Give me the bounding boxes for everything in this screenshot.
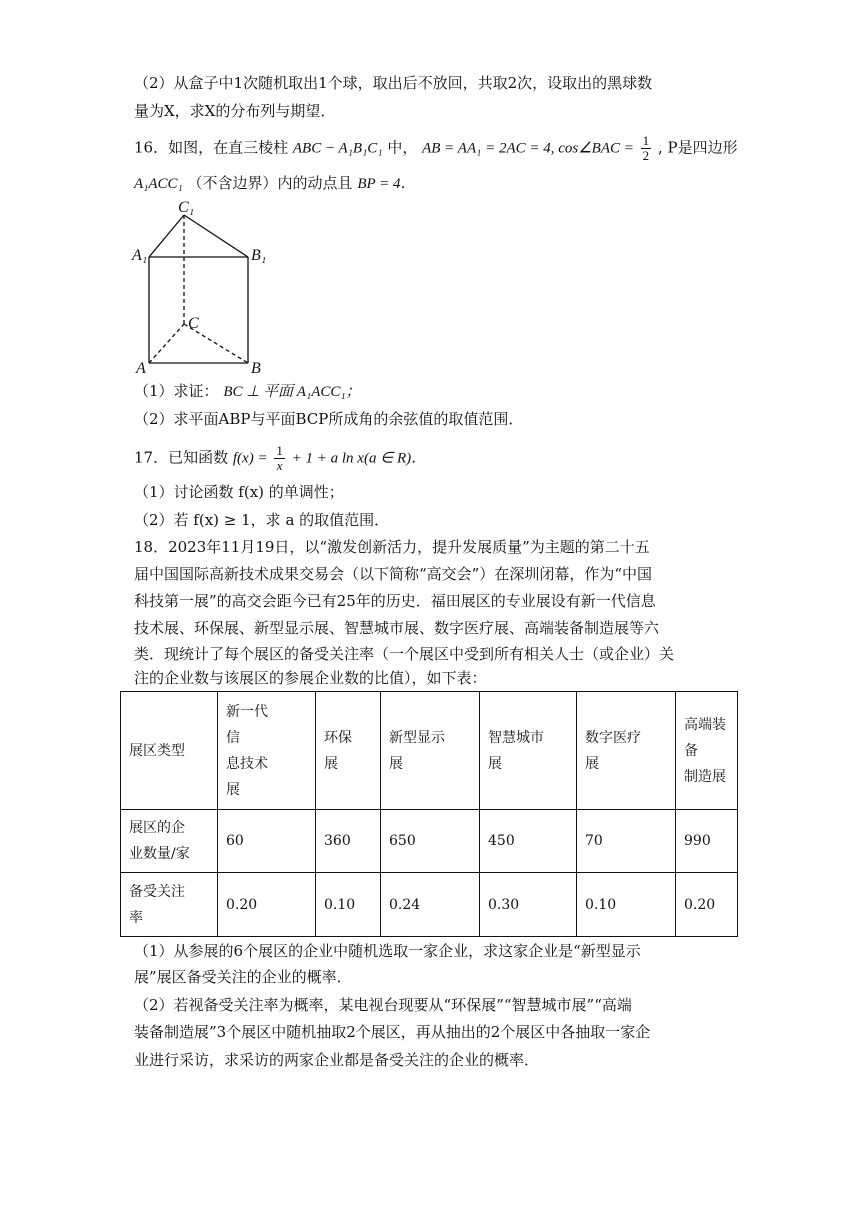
- table-cell: 0.24: [381, 873, 480, 937]
- q16-mid: 中，: [387, 138, 418, 157]
- q18-part2-line3: 业进行采访，求采访的两家企业都是备受关注的企业的概率．: [134, 1051, 540, 1069]
- q18-part1-line2: 展”展区备受关注的企业的概率．: [134, 968, 352, 986]
- expo-table: [120, 691, 738, 937]
- prism-figure: [120, 196, 280, 378]
- q17-part1: （1）讨论函数 f(x) 的单调性；: [134, 483, 344, 501]
- q16-fraction: $\frac{1}{2}$: [642, 133, 650, 163]
- q15-part2-line2: 量为X，求X的分布列与期望．: [134, 102, 336, 120]
- table-cell: 990: [676, 810, 738, 873]
- q18-part1-line1: （1）从参展的6个展区的企业中随机选取一家企业，求这家企业是“新型显示: [134, 942, 641, 960]
- q16-post: , P是四边形: [657, 138, 738, 157]
- table-cell: 60: [218, 810, 316, 873]
- table-cell: 0.20: [676, 873, 738, 937]
- q18-line-5: 类．现统计了每个展区的备受关注率（一个展区中受到所有相关人士（或企业）关: [134, 645, 675, 663]
- q17-fx: f(x) =: [232, 450, 268, 467]
- q16-prism: ABC − A₁B₁C₁: [292, 140, 383, 157]
- q16-equation: AB = AA₁ = 2AC = 4, cos∠BAC =: [422, 140, 634, 157]
- table-cell: 0.10: [316, 873, 381, 937]
- table-cell: 360: [316, 810, 381, 873]
- q16-part1-label: （1）求证：: [134, 382, 219, 400]
- q17-intro: 17．已知函数: [134, 448, 229, 467]
- table-cell: 70: [577, 810, 676, 873]
- q17-rest: + 1 + a ln x(a ∈ R)．: [291, 450, 427, 467]
- q18-line-2: 届中国国际高新技术成果交易会（以下简称“高交会”）在深圳闭幕，作为“中国: [134, 565, 653, 583]
- q18-line-6: 注的企业数与该展区的参展企业数的比值），如下表：: [134, 669, 487, 687]
- table-cell: 0.30: [480, 873, 577, 937]
- q16-line2-post: （不含边界）内的动点且: [187, 174, 353, 192]
- q15-part2-line1: （2）从盒子中1次随机取出1个球，取出后不放回，共取2次，设取出的黑球数: [134, 74, 653, 92]
- q17-part2: （2）若 f(x) ≥ 1，求 a 的取值范围．: [134, 511, 390, 529]
- table-cell: 0.10: [577, 873, 676, 937]
- q16-part1-math: BC ⊥ 平面 A₁ACC₁；: [223, 384, 361, 400]
- q16-line2: [134, 172, 416, 195]
- q18-line-3: 科技第一展”的高交会距今已有25年的历史．福田展区的专业展设有新一代信息: [134, 592, 656, 610]
- q16-quad: A₁ACC₁: [134, 176, 183, 192]
- label-b: B: [251, 360, 261, 377]
- table-header-cell: 高端装 备 制造展: [676, 692, 738, 810]
- table-cell: 0.20: [218, 873, 316, 937]
- q16-part2: （2）求平面ABP与平面BCP所成角的余弦值的取值范围．: [134, 410, 524, 428]
- q18-line-4: 技术展、环保展、新型显示展、智慧城市展、数字医疗展、高端装备制造展等六: [134, 619, 660, 637]
- q18-part2-line1: （2）若视备受关注率为概率，某电视台现要从“环保展”“智慧城市展”“高端: [134, 996, 632, 1014]
- q17-fraction: $\frac{1}{x}$: [276, 443, 283, 473]
- q18-line-1: 18．2023年11月19日，以“激发创新活力，提升发展质量”为主题的第二十五: [134, 538, 650, 556]
- table-cell: 展区的企 业数量/家: [121, 810, 218, 873]
- table-row: [121, 810, 738, 873]
- table-header-cell: 新一代 信 息技术 展: [218, 692, 316, 810]
- q18-part2-line2: 装备制造展”3个展区中随机抽取2个展区，再从抽出的2个展区中各抽取一家企: [134, 1023, 651, 1041]
- table-header-cell: 数字医疗 展: [577, 692, 676, 810]
- table-header-row: [121, 692, 738, 810]
- q16-part1: [134, 380, 361, 403]
- table-header-cell: 环保 展: [316, 692, 381, 810]
- table-cell: 450: [480, 810, 577, 873]
- label-a1: A₁: [132, 247, 148, 264]
- q16-intro: 16．如图，在直三棱柱: [134, 138, 289, 157]
- label-a: A: [136, 360, 146, 377]
- table-header-cell: 展区类型: [121, 692, 218, 810]
- table-header-cell: 智慧城市 展: [480, 692, 577, 810]
- label-c1: C₁: [178, 199, 195, 216]
- table-cell: 650: [381, 810, 480, 873]
- table-cell: 备受关注 率: [121, 873, 218, 937]
- q16-bp: BP = 4．: [357, 176, 416, 192]
- label-b1: B₁: [251, 247, 267, 264]
- table-header-cell: 新型显示 展: [381, 692, 480, 810]
- q17-line1: [134, 444, 426, 473]
- label-c: C: [188, 315, 199, 332]
- table-row: [121, 873, 738, 937]
- q16-line1: [134, 134, 738, 163]
